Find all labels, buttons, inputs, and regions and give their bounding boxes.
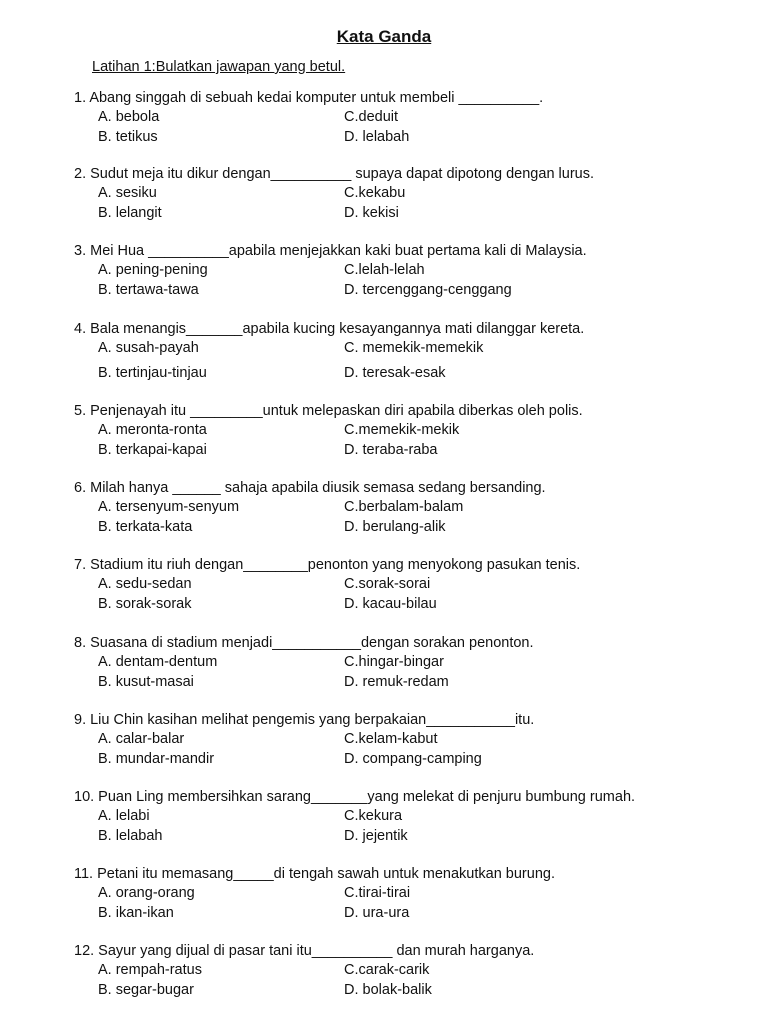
option-d[interactable]: D. kacau-bilau: [344, 595, 437, 612]
option-c[interactable]: C.hingar-bingar: [344, 654, 444, 670]
question-3: [74, 241, 764, 300]
question-stem: 7. Stadium itu riuh dengan________penonton yang menyokong pasukan tenis.: [74, 557, 581, 573]
question-stem: 1. Abang singgah di sebuah kedai komputer untuk membeli __________.: [74, 90, 544, 106]
option-c[interactable]: C.berbalam-balam: [344, 499, 464, 515]
option-c[interactable]: C.kelam-kabut: [344, 731, 438, 747]
option-a[interactable]: A. sedu-sedan: [98, 576, 192, 592]
option-d[interactable]: D. berulang-alik: [344, 518, 446, 535]
option-b[interactable]: B. mundar-mandir: [98, 750, 215, 767]
option-a[interactable]: A. pening-pening: [98, 262, 208, 278]
option-a[interactable]: A. dentam-dentum: [98, 654, 218, 670]
option-a[interactable]: A. orang-orang: [98, 885, 195, 901]
option-c[interactable]: C.kekura: [344, 808, 403, 824]
option-b[interactable]: B. lelabah: [98, 827, 163, 844]
option-a[interactable]: A. calar-balar: [98, 731, 185, 747]
question-stem: 9. Liu Chin kasihan melihat pengemis yang berpakaian___________itu.: [74, 712, 535, 728]
question-4: [74, 319, 764, 383]
option-d[interactable]: D. teresak-esak: [344, 364, 446, 381]
option-a[interactable]: A. bebola: [98, 109, 160, 125]
question-11: [74, 864, 764, 923]
question-stem: 11. Petani itu memasang_____di tengah sawah untuk menakutkan burung.: [74, 866, 555, 882]
option-b[interactable]: B. segar-bugar: [98, 981, 194, 998]
option-d[interactable]: D. compang-camping: [344, 750, 482, 767]
option-a[interactable]: A. tersenyum-senyum: [98, 499, 240, 515]
option-d[interactable]: D. lelabah: [344, 128, 410, 145]
option-d[interactable]: D. teraba-raba: [344, 441, 438, 458]
question-9: [74, 710, 764, 769]
option-d[interactable]: D. ura-ura: [344, 904, 410, 921]
option-a[interactable]: A. rempah-ratus: [98, 962, 202, 978]
question-2: [74, 164, 764, 223]
question-stem: 2. Sudut meja itu dikur dengan__________ supaya dapat dipotong dengan lurus.: [74, 166, 594, 182]
option-c[interactable]: C. memekik-memekik: [344, 340, 484, 356]
option-b[interactable]: B. terkapai-kapai: [98, 441, 207, 458]
option-c[interactable]: C.deduit: [344, 109, 399, 125]
option-a[interactable]: A. lelabi: [98, 808, 150, 824]
option-b[interactable]: B. tetikus: [98, 128, 158, 145]
option-c[interactable]: C.carak-carik: [344, 962, 430, 978]
option-c[interactable]: C.sorak-sorai: [344, 576, 431, 592]
option-d[interactable]: D. remuk-redam: [344, 673, 449, 690]
page-title: Kata Ganda: [336, 27, 432, 46]
option-b[interactable]: B. tertawa-tawa: [98, 281, 199, 298]
option-a[interactable]: A. sesiku: [98, 185, 157, 201]
option-b[interactable]: B. terkata-kata: [98, 518, 193, 535]
question-stem: 5. Penjenayah itu _________untuk melepaskan diri apabila diberkas oleh polis.: [74, 403, 583, 419]
question-stem: 10. Puan Ling membersihkan sarang_______yang melekat di penjuru bumbung rumah.: [74, 789, 636, 805]
question-stem: 6. Milah hanya ______ sahaja apabila diusik semasa sedang bersanding.: [74, 480, 546, 496]
question-stem: 4. Bala menangis_______apabila kucing kesayangannya mati dilanggar kereta.: [74, 321, 585, 337]
option-b[interactable]: B. sorak-sorak: [98, 595, 192, 612]
option-c[interactable]: C.tirai-tirai: [344, 885, 411, 901]
option-b[interactable]: B. lelangit: [98, 204, 162, 221]
question-6: [74, 478, 764, 537]
question-stem: 3. Mei Hua __________apabila menjejakkan kaki buat pertama kali di Malaysia.: [74, 243, 587, 259]
question-12: [74, 941, 764, 1000]
question-8: [74, 633, 764, 692]
option-b[interactable]: B. kusut-masai: [98, 673, 194, 690]
question-7: [74, 555, 764, 614]
option-a[interactable]: A. susah-payah: [98, 340, 199, 356]
question-5: [74, 401, 764, 460]
option-b[interactable]: B. ikan-ikan: [98, 904, 174, 921]
option-b[interactable]: B. tertinjau-tinjau: [98, 364, 207, 381]
question-stem: 8. Suasana di stadium menjadi___________dengan sorakan penonton.: [74, 635, 534, 651]
option-c[interactable]: C.memekik-mekik: [344, 422, 460, 438]
question-1: [74, 88, 764, 147]
option-d[interactable]: D. kekisi: [344, 204, 399, 221]
option-d[interactable]: D. bolak-balik: [344, 981, 432, 998]
option-d[interactable]: D. tercenggang-cenggang: [344, 281, 512, 298]
question-stem: 12. Sayur yang dijual di pasar tani itu__________ dan murah harganya.: [74, 943, 535, 959]
option-c[interactable]: C.kekabu: [344, 185, 406, 201]
question-10: [74, 787, 764, 846]
instruction-text: Latihan 1:Bulatkan jawapan yang betul.: [92, 59, 346, 75]
option-d[interactable]: D. jejentik: [344, 827, 408, 844]
option-a[interactable]: A. meronta-ronta: [98, 422, 207, 438]
option-c[interactable]: C.lelah-lelah: [344, 262, 425, 278]
